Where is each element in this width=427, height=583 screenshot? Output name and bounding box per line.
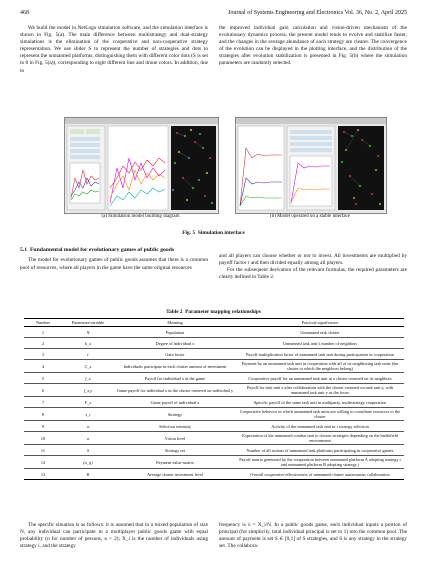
figure-5	[20, 117, 407, 229]
table-body	[24, 327, 404, 480]
table-cell: Vision level	[114, 432, 236, 445]
right-column-top	[219, 25, 407, 68]
table-cell: 7	[24, 397, 62, 408]
table-row	[24, 338, 404, 349]
table-row	[24, 456, 404, 469]
table-label: Table 2	[166, 309, 183, 315]
paragraph: frequency is x = X_i/N. In a public goods game, each individual inputs a portion of principal (for simplicity, total individual principal is set to 1) into the common pool. The amount of payment is set S ∈ [0,1] of S strategies, and S is any strategy in the strategy set. The collabora-	[219, 522, 407, 550]
table-cell: 4	[24, 360, 62, 373]
paragraph: For the subsequent derivation of the relevant formulas, the required parameters are clearly defined in Table 2.	[219, 267, 407, 281]
table-cell: 8	[24, 408, 62, 421]
table-cell: Individuals participate in each cluster amount of investment	[114, 360, 236, 373]
paragraph: The specific situation is as follows: it is assumed that in a mixed population of size N, any individual can participate in a multiplayer public goods game with equal probability (n for number of persons, n > 2); X_i is the number of individuals using strategy i, and the strategy	[20, 522, 208, 550]
table-cell: 2	[24, 338, 62, 349]
paragraph: The model for evolutionary games of public goods assumes that there is a common pool of resources, where all players in the game have the same original resources	[20, 257, 208, 271]
table-cell: Average cluster investment level	[114, 469, 236, 480]
table-row	[24, 384, 404, 397]
parameter-table	[24, 318, 404, 480]
figure-title: Simulation interface	[197, 230, 245, 236]
table-cell: k_x	[62, 338, 114, 349]
journal-title: Journal of Systems Engineering and Electronics Vol. 36, No. 2, April 2025	[228, 10, 407, 16]
table-row	[24, 373, 404, 384]
table-row	[24, 469, 404, 480]
table-cell: Strategy set	[114, 445, 236, 456]
table-cell: w	[62, 421, 114, 432]
table-cell: Strategy	[114, 408, 236, 421]
table-cell: N	[62, 327, 114, 338]
table-row	[24, 327, 404, 338]
table-cell: Payment value matrix	[114, 456, 236, 469]
table-cell: Payoff multiplication factor of unmanned task unit during participation in cooperation	[236, 349, 404, 360]
table-header-row	[24, 319, 404, 327]
table-cell: 13	[24, 469, 62, 480]
table-cell: Unmanned task unit’s number of neighbors	[236, 338, 404, 349]
left-column-bottom	[20, 522, 208, 550]
table-cell: 1	[24, 327, 62, 338]
left-column-mid	[20, 247, 208, 272]
section-title: Fundamental model for evolutionary games of public goods	[29, 247, 175, 253]
table-cell: Population	[114, 327, 236, 338]
figure-caption	[20, 230, 407, 236]
table-cell: Payoff for task unit x after collaboration with the cluster centered on task unit y, with unmanned task unit y as the focus	[236, 384, 404, 397]
table-cell: s_i	[62, 408, 114, 421]
table-cell: Gain factor	[114, 349, 236, 360]
table-cell: Game payoff of individual x	[114, 397, 236, 408]
right-column-bottom	[219, 522, 407, 550]
table-cell: f_x	[62, 373, 114, 384]
table-row	[24, 360, 404, 373]
subcaption-b: (b) Model operated on a stable interface	[270, 214, 350, 219]
table-row	[24, 397, 404, 408]
left-column-top	[20, 25, 208, 75]
netlogo-interface-image	[64, 117, 219, 214]
column-header: Number	[24, 319, 62, 327]
table-cell: r	[62, 349, 114, 360]
table-cell: Unmanned task cluster	[236, 327, 404, 338]
stable-interface-image	[235, 117, 387, 214]
table-row	[24, 445, 404, 456]
subcaption-a: (a) Simulation model building diagram	[101, 214, 180, 219]
table-cell: α	[62, 432, 114, 445]
table-cell: Game payoff for individual x in the cluster centered on individual y	[114, 384, 236, 397]
table-cell: Number of all actions of unmanned task platforms participating in cooperative games	[236, 445, 404, 456]
table-cell: Overall cooperative effectiveness of unmanned cluster autonomous collaboration	[236, 469, 404, 480]
column-header: Meaning	[114, 319, 236, 327]
table-cell: Cooperative payoff for an unmanned task unit in a cluster centered on its neighbors	[236, 373, 404, 384]
table-row	[24, 408, 404, 421]
table-cell: Degree of individual x	[114, 338, 236, 349]
table-cell: R	[62, 469, 114, 480]
table-cell: Selection intensity	[114, 421, 236, 432]
table-caption	[20, 309, 407, 315]
table-row	[24, 432, 404, 445]
table-cell: S	[62, 445, 114, 456]
table-cell: 5	[24, 373, 62, 384]
table-cell: 10	[24, 432, 62, 445]
table-title: Parameter mapping relationships	[185, 309, 261, 315]
right-column-mid	[219, 253, 407, 281]
table-cell: (a_ij)	[62, 456, 114, 469]
table-cell: Specific payoff of the same task unit in multiparty, multistrategy cooperation	[236, 397, 404, 408]
paragraph: the improved individual gain calculation and vision-driven mechanism of the evolutionary dynamics process, the present model tends to evolve and stabilize faster, and the changes in the average abundance of each strategy are clearer. The convergence of the evolution can be displayed in the plotting interface, and the distribution of the strategies after evolution stabilization is presented in Fig. 5(b) where the simulation parameters are randomly selected.	[219, 25, 407, 67]
table-cell: Payment by an unmanned task unit in cooperation with all of its neighboring task units (the cluster to which the neighbors belong)	[236, 360, 404, 373]
section-heading	[20, 247, 208, 254]
table-cell: F_x	[62, 397, 114, 408]
table-cell: Expectation of the unmanned combat unit to choose strategies depending on the battlefield environment	[236, 432, 404, 445]
table-cell: 3	[24, 349, 62, 360]
table-cell: 11	[24, 445, 62, 456]
table-cell: Cooperative behavior in which unmanned task units are willing to contribute resources to the cluster	[236, 408, 404, 421]
table-cell: Activity of the unmanned task unit in i strategy selection	[236, 421, 404, 432]
table-cell: 12	[24, 456, 62, 469]
table-cell: 6	[24, 384, 62, 397]
table-cell: Payoff matrix generated by the cooperation between unmanned platform A adopting strategy i and unmanned platform B adopting strategy j	[236, 456, 404, 469]
table-cell: 9	[24, 421, 62, 432]
column-header: Practical significance	[236, 319, 404, 327]
paragraph: and all players can choose whether or not to invest. All investments are multiplied by payoff factor r and then divided equally among all players.	[219, 253, 407, 267]
paragraph: We build the model in NetLogo simulation software, and the simulation interface is shown in Fig. 5(a). The main difference between multistrategy and dual-strategy simulations is the elimination of the cooperative and non-cooperative strategy representation. We use slider S to represent the number of strategies and dots to represent the unmanned platforms, distinguishing them with different color dots (S is set to 8 in Fig. 5(a)), corresponding to eight different line and drone colors. In addition, due to	[20, 25, 208, 74]
page-number: 468	[20, 10, 29, 16]
table-cell: Payoff for individual x in the game	[114, 373, 236, 384]
section-number: 5.1	[20, 247, 28, 253]
table-cell: C_x	[62, 360, 114, 373]
table-cell: f_x,y	[62, 384, 114, 397]
running-header	[20, 10, 407, 20]
table-row	[24, 421, 404, 432]
column-header: Parameter/variable	[62, 319, 114, 327]
figure-label: Fig. 5	[182, 230, 196, 236]
table-row	[24, 349, 404, 360]
